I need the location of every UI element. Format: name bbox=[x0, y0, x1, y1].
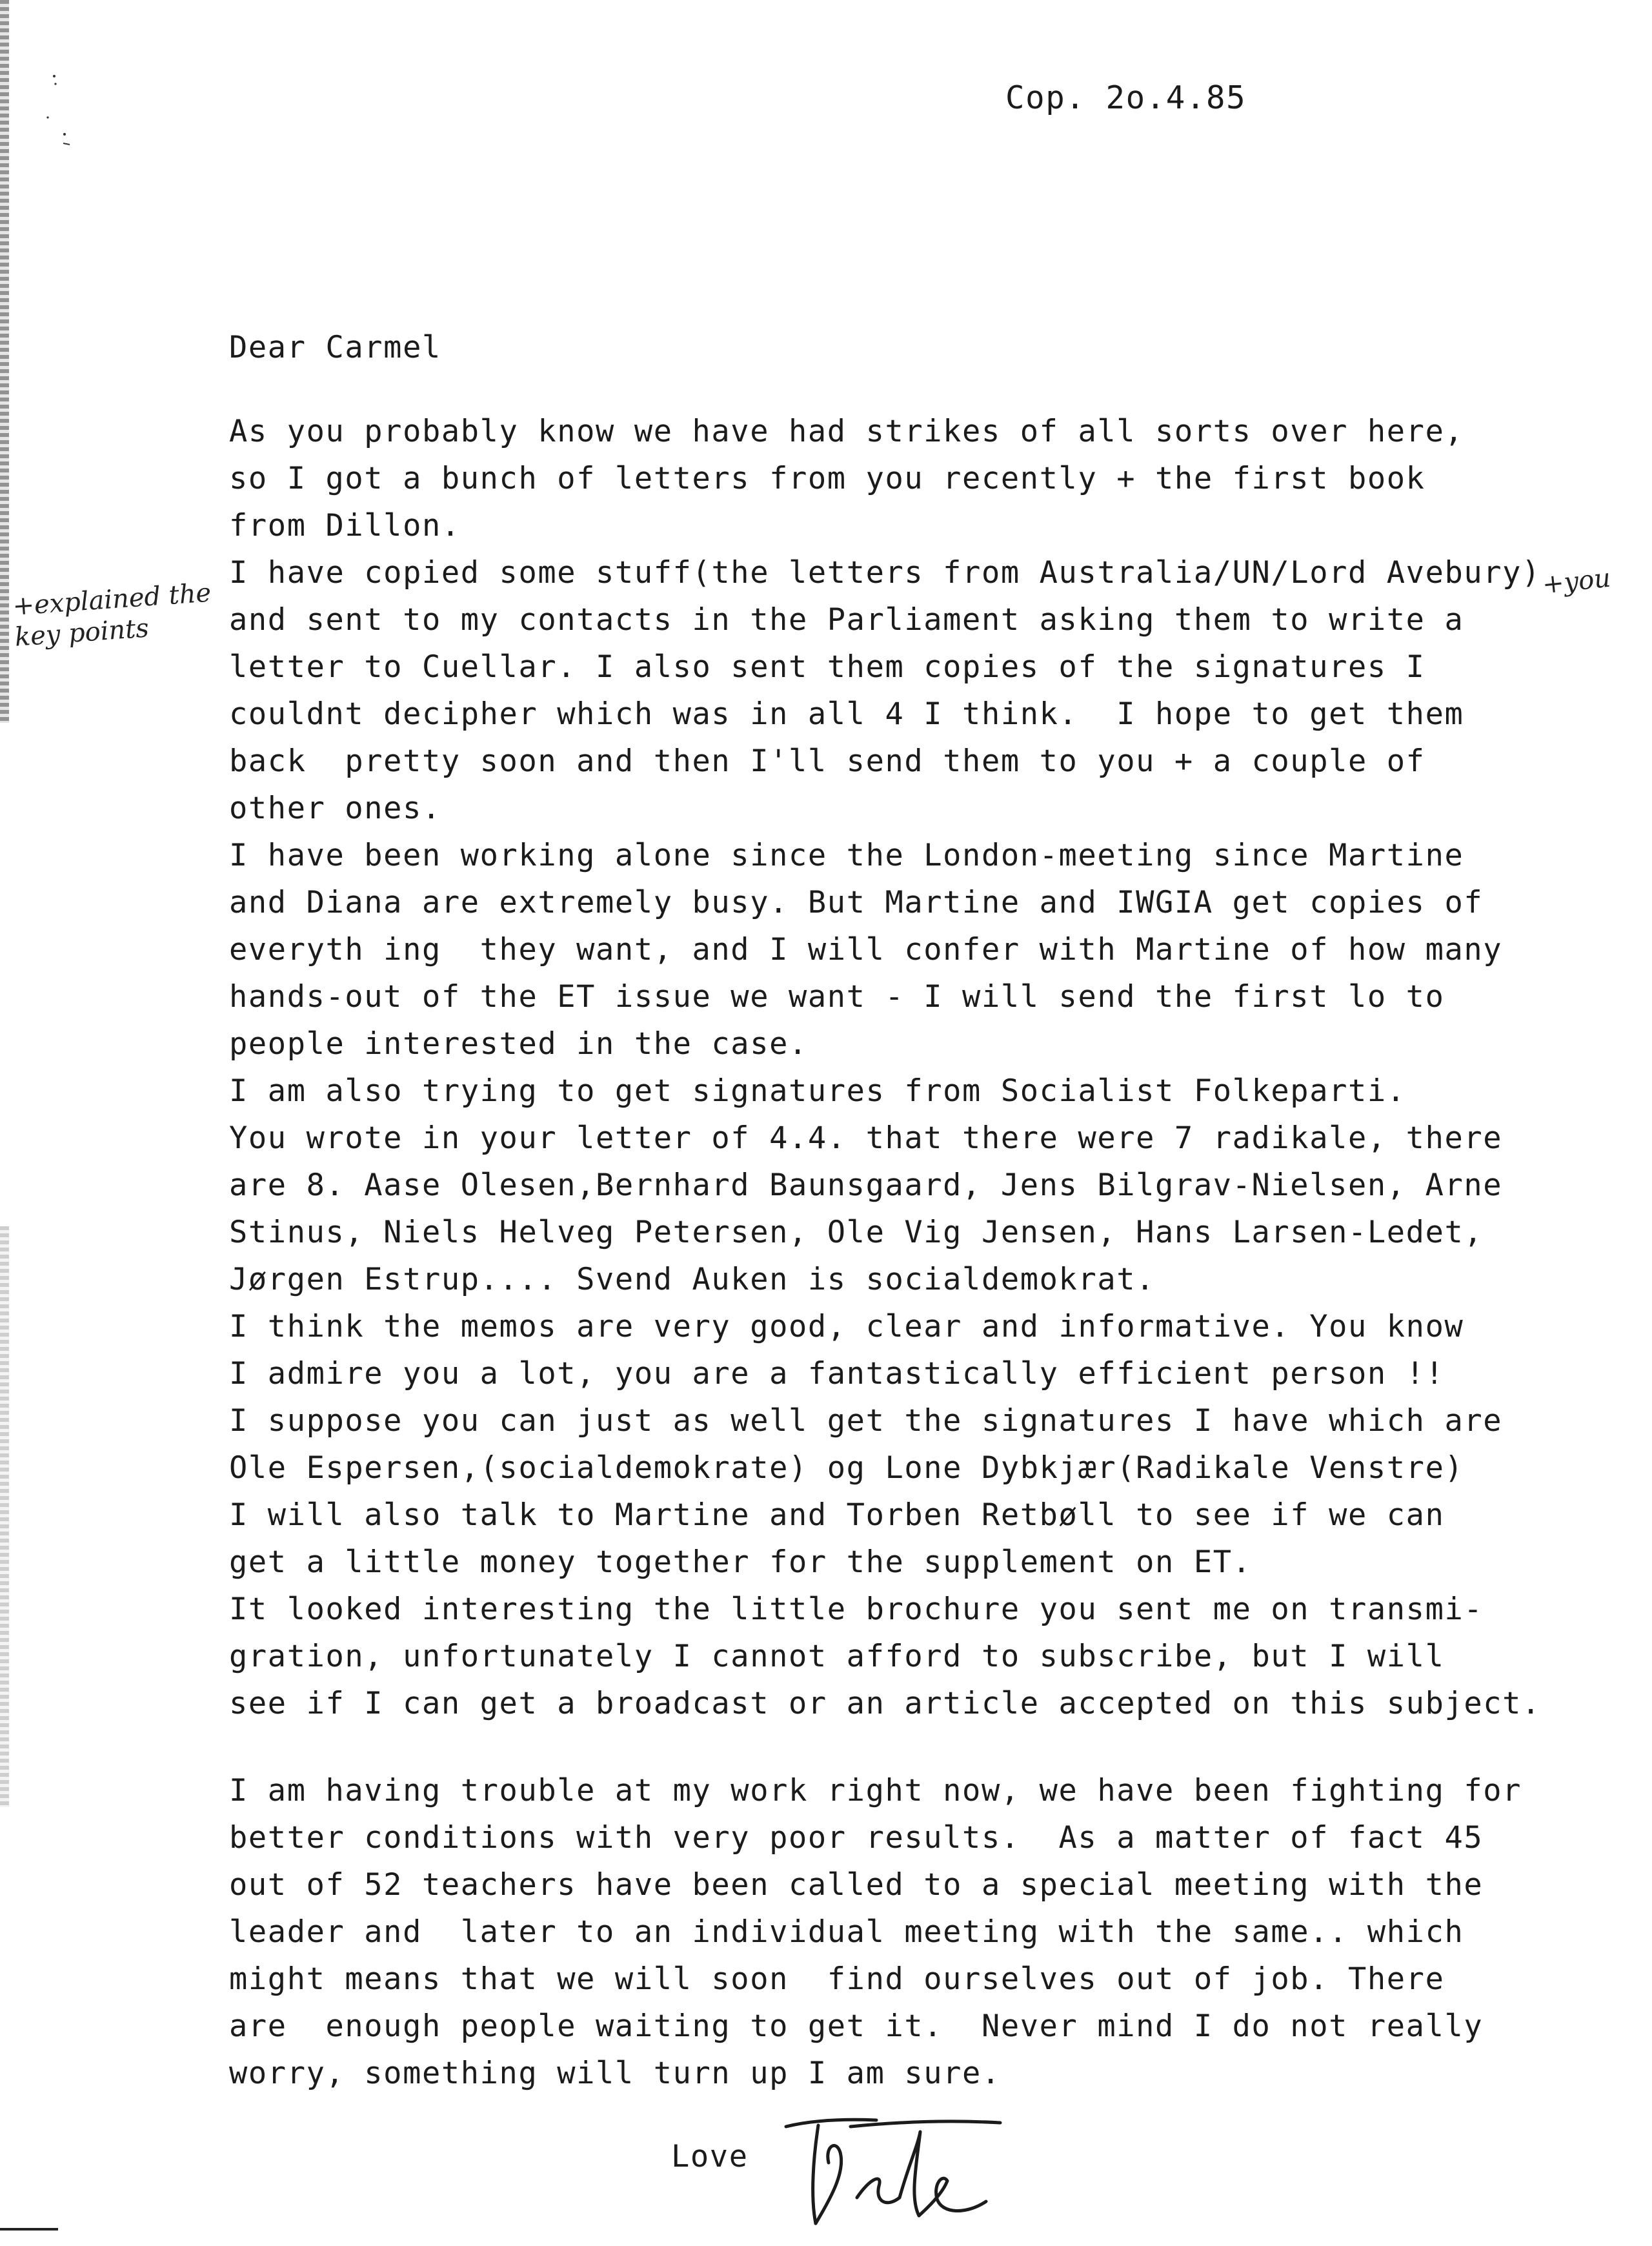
scan-specks bbox=[45, 71, 90, 155]
body-paragraph-1: As you probably know we have had strikes of all sorts over here, so I got a bunch of letters from you recently + the first book from Dillon. I have copied some stuff(the letters from Australia/UN/Lord Avebury) and sent to my contacts in the Parliament asking them to write a letter to Cuellar. I also sent them copies of the signatures I couldnt decipher which was in all 4 I think. I hope to get them back pretty soon and then I'll send them to you + a couple of other ones. I have been working alone since the London-meeting since Martine and Diana are extremely busy. But Martine and IWGIA get copies of everyth ing they want, and I will confer with Martine of how many hands-out of the ET issue we want - I will send the first lo to people interested in the case. I am also trying to get signatures from Socialist Folkeparti. You wrote in your letter of 4.4. that there were 7 radikale, there are 8. Aase Olesen,Bernhard Baunsgaard, Jens Bilgrav-Nielsen, Arne Stinus, Niels Helveg Petersen, Ole Vig Jensen, Hans Larsen-Ledet, Jørgen Estrup.... Svend Auken is socialdemokrat. I think the memos are very good, clear and informative. You know I admire you a lot, you are a fantastically efficient person !! I suppose you can just as well get the signatures I have which are Ole Espersen,(socialdemokrate) og Lone Dybkjær(Radikale Venstre) I will also talk to Martine and Torben Retbøll to see if we can get a little money together for the supplement on ET. It looked interesting the little brochure you sent me on transmi- gration, unfortunately I cannot afford to subscribe, but I will see if I can get a broadcast or an article accepted on this subject. bbox=[229, 414, 1541, 1721]
scan-bottom-rule bbox=[0, 2228, 58, 2231]
handwritten-aside: +you bbox=[1540, 563, 1613, 600]
letter-date: Cop. 2o.4.85 bbox=[1005, 79, 1247, 116]
scan-binding-edge-lower bbox=[0, 1226, 9, 1807]
margin-note-line-1: +explained the bbox=[12, 578, 212, 622]
margin-note-line-2: key points bbox=[14, 613, 150, 653]
body-paragraph-2: I am having trouble at my work right now, we have been fighting for better conditions with very poor results. As a matter of fact 45 out of 52 teachers have been called to a special meeting with the leader and later to an individual meeting with the same.. which might means that we will soon find ourselves out of job. There are enough people waiting to get it. Never mind I do not really worry, something will turn up I am sure. bbox=[229, 1773, 1522, 2091]
closing: Love bbox=[671, 2139, 749, 2174]
salutation: Dear Carmel bbox=[229, 330, 441, 365]
scan-binding-edge bbox=[0, 0, 9, 723]
handwritten-margin-note bbox=[12, 576, 230, 669]
handwritten-signature bbox=[773, 2101, 1005, 2236]
